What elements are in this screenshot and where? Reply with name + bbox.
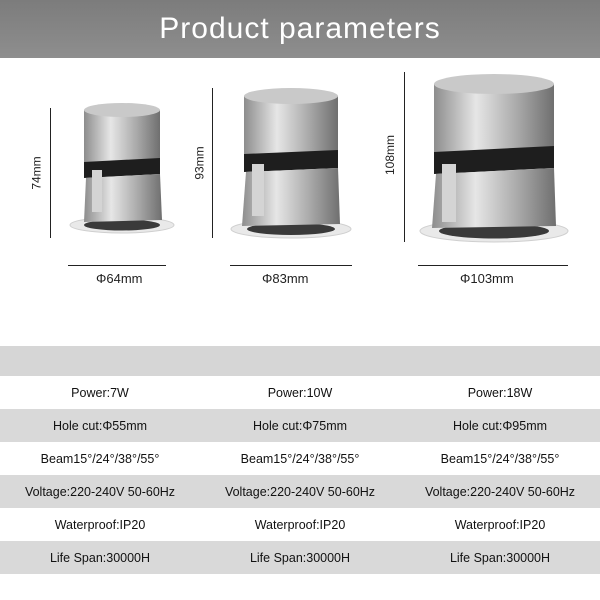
table-cell: Power:18W (467, 385, 533, 400)
diameter-line (68, 265, 166, 266)
height-label: 93mm (192, 146, 207, 180)
downlight-large-image (414, 68, 574, 253)
height-label: 74mm (29, 156, 44, 190)
table-cell: Waterproof:IP20 (54, 517, 146, 532)
table-cell: Voltage:220-240V 50-60Hz (24, 484, 176, 499)
table-row-hole-cut (0, 409, 600, 442)
diameter-label: Φ64mm (96, 271, 143, 286)
diameter-line (230, 265, 352, 266)
header-bar (0, 0, 600, 58)
table-cell: Hole cut:Φ75mm (252, 418, 348, 433)
table-cell: Beam15°/24°/38°/55° (440, 451, 560, 466)
diameter-line (418, 265, 568, 266)
table-cell: Beam15°/24°/38°/55° (240, 451, 360, 466)
table-row-waterproof (0, 508, 600, 541)
table-row-life-span (0, 541, 600, 574)
height-line (404, 72, 405, 242)
table-cell: Beam15°/24°/38°/55° (40, 451, 160, 466)
diameter-label: Φ103mm (460, 271, 514, 286)
table-row-power (0, 376, 600, 409)
parameters-table (0, 346, 600, 574)
downlight-medium-image (224, 84, 358, 249)
page-title: Product parameters (159, 12, 441, 45)
table-cell: Hole cut:Φ95mm (452, 418, 548, 433)
table-cell: Life Span:30000H (449, 550, 551, 565)
table-cell: Waterproof:IP20 (254, 517, 346, 532)
table-cell: Waterproof:IP20 (454, 517, 546, 532)
table-cell: Power:7W (71, 385, 129, 400)
height-line (212, 88, 213, 238)
table-row-beam (0, 442, 600, 475)
table-cell: Voltage:220-240V 50-60Hz (424, 484, 576, 499)
table-cell: Hole cut:Φ55mm (52, 418, 148, 433)
table-cell: Voltage:220-240V 50-60Hz (224, 484, 376, 499)
height-label: 108mm (383, 134, 398, 176)
product-images (0, 58, 600, 348)
table-cell: Life Span:30000H (249, 550, 351, 565)
table-cell: Life Span:30000H (49, 550, 151, 565)
diameter-label: Φ83mm (262, 271, 309, 286)
table-row-voltage (0, 475, 600, 508)
downlight-small-image (62, 100, 182, 245)
height-line (50, 108, 51, 238)
table-cell: Power:10W (267, 385, 333, 400)
table-header-band (0, 346, 600, 376)
